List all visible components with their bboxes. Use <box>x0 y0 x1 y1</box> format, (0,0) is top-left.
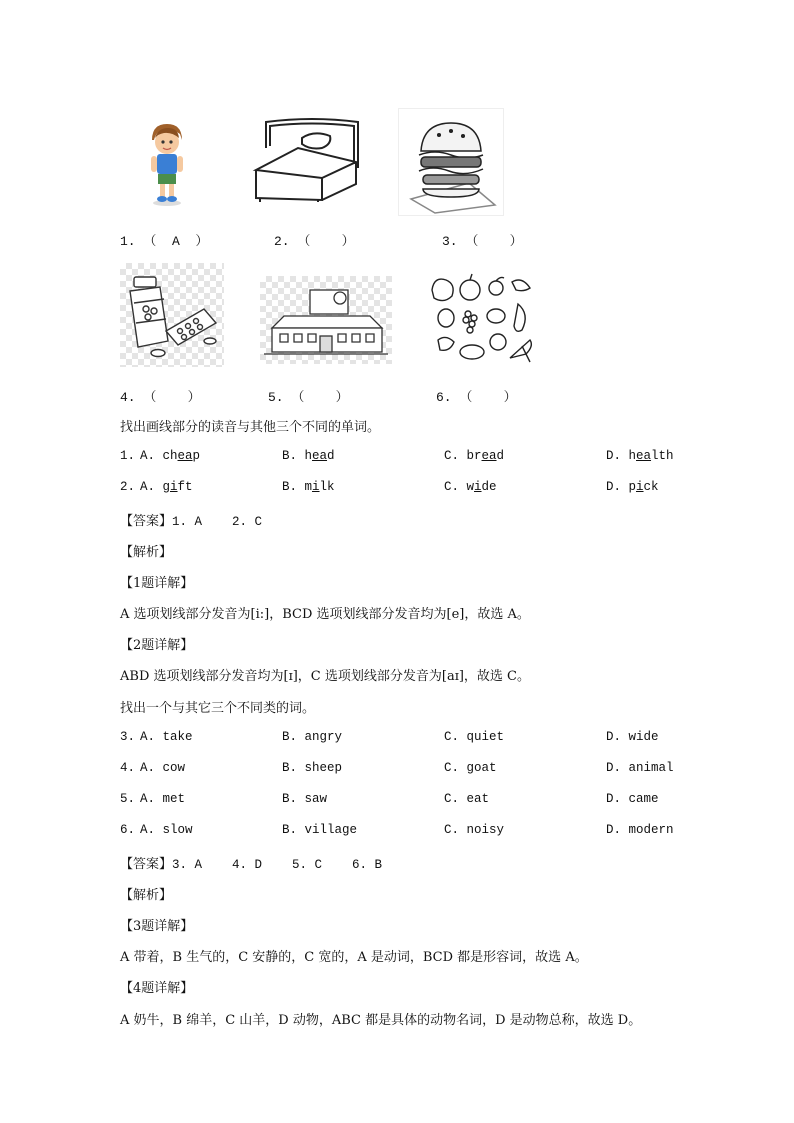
question-3-option-b: B. angry <box>282 730 343 744</box>
detail-2-text: ABD 选项划线部分发音均为[ɪ]，C 选项划线部分发音为[aɪ]，故选 C。 <box>120 669 531 684</box>
detail-4-text: A 奶牛，B 绵羊，C 山羊，D 动物，ABC 都是具体的动物名词，D 是动物总称，故选 D。 <box>120 1013 642 1028</box>
detail-2-heading: 【2题详解】 <box>120 638 194 653</box>
question-2-option-c: C. wide <box>444 480 497 494</box>
question-3-option-c: C. quiet <box>444 730 505 744</box>
question-6-number: 6. <box>120 823 136 837</box>
question-6-option-d: D. modern <box>606 823 674 837</box>
question-row-5 <box>0 792 794 810</box>
question-6-option-b: B. village <box>282 823 358 837</box>
boy-icon <box>142 120 192 206</box>
question-1-option-c: C. bread <box>444 449 505 463</box>
detail-3-heading: 【3题详解】 <box>120 919 194 934</box>
question-1-option-d: D. health <box>606 449 674 463</box>
question-5-number: 5. <box>120 792 136 806</box>
picture-item-3-label: 3. （ ） <box>442 234 523 249</box>
question-1-option-a: A. cheap <box>140 449 201 463</box>
question-row-6 <box>0 823 794 841</box>
question-3-option-a: A. take <box>140 730 193 744</box>
bed-icon <box>252 118 364 202</box>
picture-item-2-label: 2. （ ） <box>274 234 355 249</box>
question-5-option-b: B. saw <box>282 792 328 806</box>
hospital-picture <box>260 276 392 364</box>
fruit-vegetables-picture <box>426 270 538 368</box>
section1-instruction: 找出画线部分的读音与其他三个不同的单词。 <box>120 420 381 435</box>
medicine-icon <box>120 263 224 367</box>
detail-4-heading: 【4题详解】 <box>120 981 194 996</box>
question-4-option-a: A. cow <box>140 761 186 775</box>
picture-item-4-label: 4. （ ） <box>120 390 201 405</box>
question-row-4 <box>0 761 794 779</box>
detail-1-text: A 选项划线部分发音为[i:]，BCD 选项划线部分发音均为[e]，故选 A。 <box>120 607 530 622</box>
hamburger-picture <box>398 108 504 216</box>
section2-instruction: 找出一个与其它三个不同类的词。 <box>120 701 316 716</box>
detail-3-text: A 带着，B 生气的，C 安静的，C 宽的，A 是动词，BCD 都是形容词，故选 A。 <box>120 950 588 965</box>
bed-picture <box>252 118 364 202</box>
picture-item-5-label: 5. （ ） <box>268 390 349 405</box>
analysis-heading-2: 【解析】 <box>120 888 173 903</box>
analysis-heading-1: 【解析】 <box>120 545 173 560</box>
hospital-icon <box>260 276 392 364</box>
detail-1-heading: 【1题详解】 <box>120 576 194 591</box>
question-1-number: 1. <box>120 449 136 463</box>
question-2-option-a: A. gift <box>140 480 193 494</box>
question-4-option-b: B. sheep <box>282 761 343 775</box>
boy-picture <box>142 120 192 206</box>
question-4-option-d: D. animal <box>606 761 674 775</box>
question-row-2 <box>0 480 794 498</box>
picture-item-6-label: 6. （ ） <box>436 390 517 405</box>
picture-item-1-label: 1. （ A ） <box>120 234 209 249</box>
medicine-picture <box>120 263 224 367</box>
question-6-option-a: A. slow <box>140 823 193 837</box>
question-3-option-d: D. wide <box>606 730 659 744</box>
question-4-option-c: C. goat <box>444 761 497 775</box>
question-2-option-d: D. pick <box>606 480 659 494</box>
question-row-1 <box>0 449 794 467</box>
question-5-option-a: A. met <box>140 792 186 806</box>
question-6-option-c: C. noisy <box>444 823 505 837</box>
question-3-number: 3. <box>120 730 136 744</box>
hamburger-icon <box>399 109 503 215</box>
question-2-number: 2. <box>120 480 136 494</box>
question-5-option-d: D. came <box>606 792 659 806</box>
answer-line-1: 【答案】1. A 2. C <box>120 514 263 529</box>
fruit-vegetables-icon <box>426 270 538 368</box>
question-4-number: 4. <box>120 761 136 775</box>
question-row-3 <box>0 730 794 748</box>
answer-line-2: 【答案】3. A 4. D 5. C 6. B <box>120 857 383 872</box>
question-1-option-b: B. head <box>282 449 335 463</box>
question-2-option-b: B. milk <box>282 480 335 494</box>
question-5-option-c: C. eat <box>444 792 490 806</box>
